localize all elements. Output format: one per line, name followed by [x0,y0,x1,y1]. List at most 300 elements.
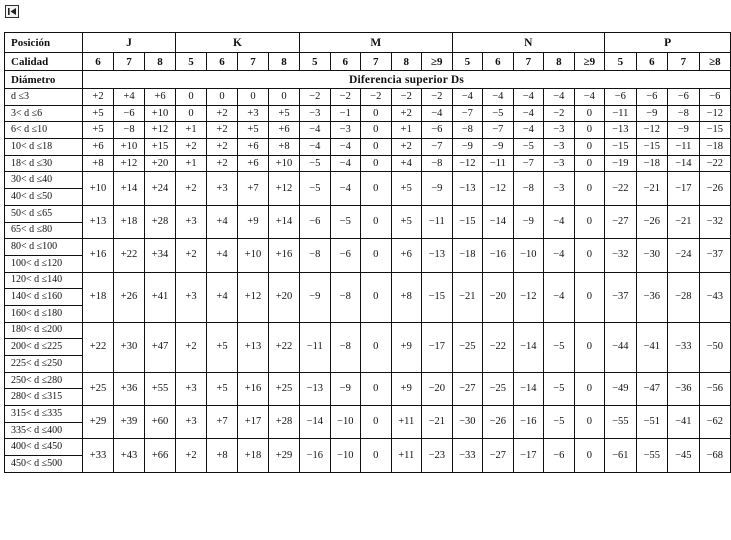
deviation-value: +2 [176,439,207,472]
diameter-range: 315< d ≤335 [5,406,83,423]
deviation-value: 0 [574,372,605,405]
deviation-value: −6 [636,89,668,106]
deviation-value: −45 [668,439,700,472]
diameter-range: 400< d ≤450 [5,439,83,456]
deviation-value: −7 [513,155,544,172]
diameter-range: 120< d ≤140 [5,272,83,289]
deviation-value: −17 [668,172,700,205]
deviation-value: −22 [483,322,514,372]
deviation-value: +3 [207,172,238,205]
diameter-range: 450< d ≤500 [5,456,83,473]
deviation-value: +13 [238,322,269,372]
deviation-value: +12 [114,155,145,172]
deviation-value: −26 [636,205,668,238]
table-row [5,406,731,423]
deviation-value: +29 [83,406,114,439]
deviation-value: −1 [330,105,361,122]
deviation-value: −36 [668,372,700,405]
deviation-value: −32 [605,239,637,272]
deviation-value: −4 [544,239,575,272]
quality-cell: 7 [668,53,700,71]
deviation-value: −55 [636,439,668,472]
deviation-value: −2 [422,89,453,106]
deviation-value: −14 [300,406,331,439]
deviation-value: +10 [238,239,269,272]
deviation-value: +16 [238,372,269,405]
deviation-value: −5 [300,172,331,205]
deviation-value: +8 [391,272,422,322]
deviation-value: +6 [238,139,269,156]
deviation-value: 0 [361,439,392,472]
deviation-value: −5 [300,155,331,172]
deviation-value: 0 [574,322,605,372]
deviation-value: 0 [361,272,392,322]
deviation-value: −16 [513,406,544,439]
deviation-value: 0 [238,89,269,106]
deviation-value: +2 [176,139,207,156]
diameter-range: 250< d ≤280 [5,372,83,389]
deviation-value: −4 [422,105,453,122]
quality-cell: 5 [300,53,331,71]
deviation-value: 0 [361,239,392,272]
deviation-value: −13 [452,172,483,205]
table-header [5,33,731,89]
deviation-value: +25 [269,372,300,405]
deviation-value: −20 [483,272,514,322]
table-row [5,122,731,139]
quality-cell: 5 [176,53,207,71]
deviation-value: −21 [422,406,453,439]
deviation-value: +25 [83,372,114,405]
deviation-value: −6 [699,89,731,106]
deviation-value: −33 [668,322,700,372]
deviation-value: −4 [544,205,575,238]
deviation-value: −14 [513,372,544,405]
deviation-value: +34 [145,239,176,272]
quality-cell: 5 [452,53,483,71]
deviation-value: −12 [699,105,731,122]
deviation-value: −21 [668,205,700,238]
quality-cell: 8 [269,53,300,71]
deviation-value: −27 [605,205,637,238]
deviation-value: +6 [391,239,422,272]
deviation-value: −12 [636,122,668,139]
deviation-value: +47 [145,322,176,372]
deviation-value: +2 [176,322,207,372]
deviation-value: −56 [699,372,731,405]
quality-cell: ≥9 [574,53,605,71]
deviation-value: +5 [269,105,300,122]
diameter-range: 3< d ≤6 [5,105,83,122]
deviation-value: −25 [483,372,514,405]
deviation-value: −15 [636,139,668,156]
deviation-value: −22 [605,172,637,205]
deviation-value: −20 [422,372,453,405]
deviation-value: −25 [452,322,483,372]
deviation-value: −32 [699,205,731,238]
deviation-value: 0 [269,89,300,106]
deviation-value: −18 [699,139,731,156]
deviation-value: +22 [269,322,300,372]
deviation-value: +7 [238,172,269,205]
diameter-range: 225< d ≤250 [5,356,83,373]
deviation-value: −14 [513,322,544,372]
deviation-value: +30 [114,322,145,372]
deviation-value: −30 [452,406,483,439]
deviation-value: −2 [300,89,331,106]
deviation-value: −5 [544,322,575,372]
deviation-value: −3 [544,122,575,139]
deviation-value: 0 [574,172,605,205]
deviation-value: −16 [483,239,514,272]
deviation-value: +24 [145,172,176,205]
deviation-value: −4 [452,89,483,106]
deviation-value: +9 [238,205,269,238]
deviation-value: −6 [300,205,331,238]
deviation-value: −5 [330,205,361,238]
deviation-value: +2 [83,89,114,106]
diameter-range: 50< d ≤65 [5,205,83,222]
deviation-value: +5 [207,322,238,372]
deviation-value: +10 [145,105,176,122]
deviation-value: +2 [207,105,238,122]
deviation-value: −10 [513,239,544,272]
quality-cell: 8 [391,53,422,71]
diameter-range: 18< d ≤30 [5,155,83,172]
deviation-value: +8 [207,439,238,472]
deviation-value: 0 [361,122,392,139]
table-row [5,172,731,189]
deviation-value: 0 [574,155,605,172]
deviation-value: −51 [636,406,668,439]
deviation-value: +1 [176,122,207,139]
deviation-value: +1 [176,155,207,172]
deviation-value: +22 [114,239,145,272]
diameter-range: 280< d ≤315 [5,389,83,406]
deviation-value: +14 [114,172,145,205]
table-row [5,322,731,339]
deviation-value: +33 [83,439,114,472]
quality-cell: 7 [361,53,392,71]
deviation-value: +2 [391,105,422,122]
deviation-value: +26 [114,272,145,322]
deviation-value: +17 [238,406,269,439]
deviation-value: −5 [483,105,514,122]
deviation-value: −26 [483,406,514,439]
quality-row [5,53,731,71]
deviation-value: −4 [330,172,361,205]
deviation-value: −11 [300,322,331,372]
deviation-value: −44 [605,322,637,372]
deviation-value: −17 [513,439,544,472]
deviation-value: −8 [330,322,361,372]
group-m: M [300,33,453,53]
deviation-value: +5 [391,172,422,205]
deviation-value: 0 [361,322,392,372]
deviation-value: −19 [605,155,637,172]
group-k: K [176,33,300,53]
table-row [5,372,731,389]
deviation-value: +8 [269,139,300,156]
deviation-value: +5 [391,205,422,238]
deviation-value: −11 [422,205,453,238]
deviation-value: −2 [544,105,575,122]
deviation-value: 0 [574,205,605,238]
deviation-value: +5 [238,122,269,139]
deviation-value: −2 [330,89,361,106]
deviation-value: 0 [361,406,392,439]
deviation-value: −6 [668,89,700,106]
deviation-value: −16 [300,439,331,472]
deviation-value: −2 [391,89,422,106]
quality-cell: 6 [483,53,514,71]
deviation-value: −3 [300,105,331,122]
deviation-value: +11 [391,406,422,439]
deviation-value: 0 [361,155,392,172]
deviation-value: +18 [114,205,145,238]
deviation-value: −8 [330,272,361,322]
deviation-value: +3 [238,105,269,122]
deviation-value: −4 [483,89,514,106]
deviation-value: +3 [176,205,207,238]
deviation-value: −4 [300,122,331,139]
deviation-value: −41 [636,322,668,372]
quality-cell: 6 [207,53,238,71]
first-page-icon[interactable] [5,5,19,18]
deviation-value: −9 [330,372,361,405]
deviation-value: +4 [207,205,238,238]
deviation-value: −9 [513,205,544,238]
deviation-value: +6 [238,155,269,172]
diameter-range: 140< d ≤160 [5,289,83,306]
deviation-value: 0 [361,139,392,156]
deviation-value: −6 [330,239,361,272]
deviation-value: 0 [361,105,392,122]
deviation-value: −28 [668,272,700,322]
deviation-value: +12 [145,122,176,139]
deviation-value: +20 [269,272,300,322]
deviation-value: −33 [452,439,483,472]
quality-cell: 6 [83,53,114,71]
deviation-value: −37 [605,272,637,322]
quality-cell: 7 [114,53,145,71]
deviation-value: +39 [114,406,145,439]
diameter-range: 180< d ≤200 [5,322,83,339]
deviation-value: −4 [574,89,605,106]
deviation-value: −6 [422,122,453,139]
deviation-value: −9 [668,122,700,139]
deviation-value: +14 [269,205,300,238]
deviation-value: −8 [114,122,145,139]
deviation-value: −23 [422,439,453,472]
deviation-value: +13 [83,205,114,238]
diameter-range: 100< d ≤120 [5,255,83,272]
deviation-value: 0 [176,89,207,106]
deviation-value: 0 [574,272,605,322]
deviation-value: −12 [513,272,544,322]
deviation-value: −10 [330,439,361,472]
deviation-value: −4 [513,122,544,139]
deviation-value: −13 [422,239,453,272]
deviation-value: −21 [452,272,483,322]
deviation-value: 0 [574,139,605,156]
deviation-value: −15 [422,272,453,322]
deviation-value: −11 [483,155,514,172]
quality-cell: 7 [513,53,544,71]
deviation-value: −8 [452,122,483,139]
deviation-value: +16 [83,239,114,272]
diameter-range: d ≤3 [5,89,83,106]
diameter-range: 30< d ≤40 [5,172,83,189]
deviation-value: +3 [176,372,207,405]
deviation-value: −14 [668,155,700,172]
deviation-value: −8 [300,239,331,272]
quality-cell: 7 [238,53,269,71]
quality-cell: 8 [145,53,176,71]
deviation-value: +5 [207,372,238,405]
deviation-value: −15 [452,205,483,238]
tolerance-table [4,32,731,473]
deviation-value: −13 [605,122,637,139]
deviation-value: +41 [145,272,176,322]
deviation-value: +2 [176,172,207,205]
deviation-value: +8 [83,155,114,172]
deviation-value: −11 [668,139,700,156]
deviation-value: 0 [176,105,207,122]
deviation-value: −3 [544,172,575,205]
deviation-value: +9 [391,322,422,372]
deviation-value: +6 [269,122,300,139]
deviation-value: +10 [83,172,114,205]
deviation-value: −17 [422,322,453,372]
deviation-value: −7 [452,105,483,122]
table-row [5,205,731,222]
deviation-value: +15 [145,139,176,156]
table-row [5,139,731,156]
deviation-value: −6 [114,105,145,122]
deviation-value: −4 [513,105,544,122]
deviation-value: −4 [513,89,544,106]
deviation-value: +10 [269,155,300,172]
deviation-value: −4 [544,89,575,106]
table-row [5,89,731,106]
deviation-value: −27 [483,439,514,472]
table-row [5,155,731,172]
deviation-value: −8 [513,172,544,205]
deviation-value: −37 [699,239,731,272]
deviation-value: −4 [330,139,361,156]
deviation-value: +66 [145,439,176,472]
deviation-value: −5 [544,406,575,439]
deviation-value: +5 [83,105,114,122]
deviation-value: 0 [361,372,392,405]
deviation-value: +3 [176,272,207,322]
deviation-value: +28 [145,205,176,238]
quality-cell: 8 [544,53,575,71]
deviation-value: +4 [114,89,145,106]
deviation-value: +5 [83,122,114,139]
upper-deviation-label: Diferencia superior Ds [83,71,731,89]
deviation-value: −11 [605,105,637,122]
deviation-value: −49 [605,372,637,405]
deviation-value: +12 [238,272,269,322]
deviation-value: 0 [574,406,605,439]
group-n: N [452,33,605,53]
deviation-value: +36 [114,372,145,405]
deviation-value: +4 [207,272,238,322]
deviation-value: −3 [544,139,575,156]
deviation-value: 0 [574,105,605,122]
deviation-value: −3 [544,155,575,172]
deviation-value: −18 [452,239,483,272]
deviation-value: −12 [483,172,514,205]
deviation-value: −9 [636,105,668,122]
deviation-value: 0 [207,89,238,106]
diameter-range: 160< d ≤180 [5,305,83,322]
diameter-range: 200< d ≤225 [5,339,83,356]
deviation-value: −2 [361,89,392,106]
deviation-value: −9 [452,139,483,156]
deviation-value: +12 [269,172,300,205]
deviation-value: −5 [544,372,575,405]
deviation-value: +4 [391,155,422,172]
deviation-value: −47 [636,372,668,405]
deviation-value: −7 [422,139,453,156]
deviation-value: 0 [574,239,605,272]
deviation-value: −8 [422,155,453,172]
deviation-value: −12 [452,155,483,172]
diameter-range: 335< d ≤400 [5,422,83,439]
table-row [5,439,731,456]
deviation-value: −30 [636,239,668,272]
deviation-value: +3 [176,406,207,439]
deviation-value: +29 [269,439,300,472]
deviation-value: 0 [574,122,605,139]
quality-label: Calidad [5,53,83,71]
deviation-value: −6 [605,89,637,106]
deviation-value: +18 [83,272,114,322]
quality-cell: 6 [330,53,361,71]
quality-cell: 6 [636,53,668,71]
deviation-value: −43 [699,272,731,322]
deviation-value: 0 [361,172,392,205]
quality-cell: ≥9 [422,53,453,71]
deviation-value: +16 [269,239,300,272]
deviation-value: −15 [699,122,731,139]
deviation-value: 0 [361,205,392,238]
deviation-value: +7 [207,406,238,439]
deviation-value: −26 [699,172,731,205]
deviation-value: −3 [330,122,361,139]
diameter-range: 65< d ≤80 [5,222,83,239]
diameter-range: 80< d ≤100 [5,239,83,256]
deviation-value: −13 [300,372,331,405]
quality-cell: 5 [605,53,637,71]
deviation-value: 0 [574,439,605,472]
deviation-value: −36 [636,272,668,322]
table-row [5,272,731,289]
deviation-value: −50 [699,322,731,372]
deviation-value: +2 [176,239,207,272]
deviation-value: −9 [422,172,453,205]
deviation-value: −22 [699,155,731,172]
deviation-value: −9 [483,139,514,156]
table-row [5,239,731,256]
deviation-value: +1 [391,122,422,139]
deviation-value: −18 [636,155,668,172]
deviation-value: +22 [83,322,114,372]
deviation-value: −61 [605,439,637,472]
